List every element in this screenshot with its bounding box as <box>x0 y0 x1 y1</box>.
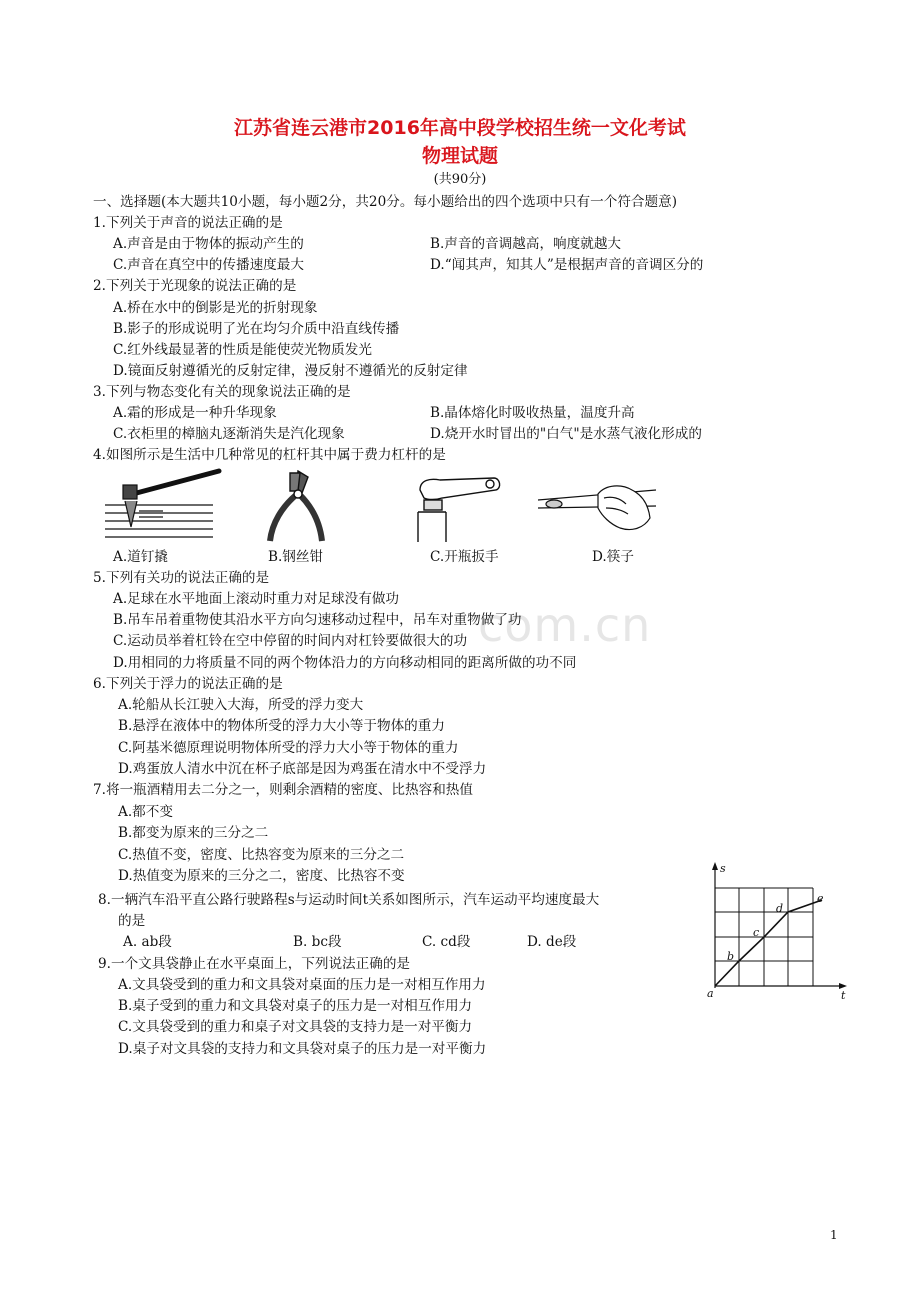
q7-stem: 7.将一瓶酒精用去二分之一，则剩余酒精的密度、比热容和热值 <box>93 782 473 798</box>
page-number: 1 <box>830 1228 838 1242</box>
q2-option-d: D.镜面反射遵循光的反射定律，漫反射不遵循光的反射定律 <box>113 363 468 379</box>
exam-title: 江苏省连云港市2016年高中段学校招生统一文化考试 <box>234 117 686 139</box>
q1-option-b: B.声音的音调越高，响度就越大 <box>430 236 622 252</box>
q9-stem: 9.一个文具袋静止在水平桌面上，下列说法正确的是 <box>98 956 411 972</box>
q8-stem-cont: 的是 <box>118 913 146 929</box>
q2-option-a: A.桥在水中的倒影是光的折射现象 <box>113 300 318 316</box>
q7-option-b: B.都变为原来的三分之二 <box>118 825 269 841</box>
nail-pry-bar-figure <box>103 467 223 543</box>
q8-option-c: C. cd段 <box>422 934 471 950</box>
q6-stem: 6.下列关于浮力的说法正确的是 <box>93 676 283 692</box>
x-axis-label: t <box>841 989 846 1002</box>
y-axis-label: s <box>720 862 726 875</box>
total-score: (共90分) <box>433 172 487 187</box>
q9-option-b: B.桌子受到的重力和文具袋对桌子的压力是一对相互作用力 <box>118 998 473 1014</box>
q4-option-a: A.道钉撬 <box>113 549 168 565</box>
point-d-label: d <box>776 902 784 915</box>
q1-stem: 1.下列关于声音的说法正确的是 <box>93 215 283 231</box>
q4-option-c: C.开瓶扳手 <box>430 549 499 565</box>
point-b-label: b <box>727 950 735 963</box>
q5-option-d: D.用相同的力将质量不同的两个物体沿力的方向移动相同的距离所做的功不同 <box>113 655 577 671</box>
q1-option-a: A.声音是由于物体的振动产生的 <box>113 236 304 252</box>
q5-option-b: B.吊车吊着重物使其沿水平方向匀速移动过程中，吊车对重物做了功 <box>113 612 522 628</box>
q1-option-c: C.声音在真空中的传播速度最大 <box>113 257 304 273</box>
q4-stem: 4.如图所示是生活中几种常见的杠杆其中属于费力杠杆的是 <box>93 447 446 463</box>
q3-option-b: B.晶体熔化时吸收热量，温度升高 <box>430 405 635 421</box>
q8-stem: 8.一辆汽车沿平直公路行驶路程s与运动时间t关系如图所示，汽车运动平均速度最大 <box>98 892 600 908</box>
q6-option-c: C.阿基米德原理说明物体所受的浮力大小等于物体的重力 <box>118 740 459 756</box>
q5-stem: 5.下列有关功的说法正确的是 <box>93 570 270 586</box>
s-t-graph <box>700 856 860 1006</box>
q7-option-d: D.热值变为原来的三分之二，密度、比热容不变 <box>118 868 405 884</box>
q7-option-a: A.都不变 <box>118 804 173 820</box>
q5-option-c: C.运动员举着杠铃在空中停留的时间内对杠铃要做很大的功 <box>113 633 468 649</box>
pliers-figure <box>262 467 332 545</box>
point-a-label: a <box>707 987 714 1000</box>
q3-stem: 3.下列与物态变化有关的现象说法正确的是 <box>93 384 351 400</box>
bottle-opener-figure <box>410 472 502 544</box>
q9-option-d: D.桌子对文具袋的支持力和文具袋对桌子的压力是一对平衡力 <box>118 1041 487 1057</box>
section-heading: 一、选择题(本大题共10小题，每小题2分，共20分。每小题给出的四个选项中只有一个符合题意) <box>93 194 678 210</box>
q9-option-c: C.文具袋受到的重力和桌子对文具袋的支持力是一对平衡力 <box>118 1019 473 1035</box>
q6-option-a: A.轮船从长江驶入大海，所受的浮力变大 <box>118 697 364 713</box>
q2-stem: 2.下列关于光现象的说法正确的是 <box>93 278 297 294</box>
q7-option-c: C.热值不变，密度、比热容变为原来的三分之二 <box>118 847 405 863</box>
q3-option-c: C.衣柜里的樟脑丸逐渐消失是汽化现象 <box>113 426 345 442</box>
chopsticks-figure <box>536 478 660 538</box>
q6-option-b: B.悬浮在液体中的物体所受的浮力大小等于物体的重力 <box>118 718 445 734</box>
q2-option-c: C.红外线最显著的性质是能使荧光物质发光 <box>113 342 372 358</box>
q4-option-b: B.钢丝钳 <box>268 549 324 565</box>
q1-option-d: D.“闻其声，知其人”是根据声音的音调区分的 <box>430 257 704 273</box>
q3-option-d: D.烧开水时冒出的"白气"是水蒸气液化形成的 <box>430 426 702 442</box>
q8-option-b: B. bc段 <box>293 934 342 950</box>
q2-option-b: B.影子的形成说明了光在均匀介质中沿直线传播 <box>113 321 400 337</box>
q5-option-a: A.足球在水平地面上滚动时重力对足球没有做功 <box>113 591 400 607</box>
watermark: com.cn <box>478 598 652 652</box>
q9-option-a: A.文具袋受到的重力和文具袋对桌面的压力是一对相互作用力 <box>118 977 486 993</box>
q8-option-a: A. ab段 <box>123 934 172 950</box>
point-e-label: e <box>817 892 824 905</box>
exam-subtitle: 物理试题 <box>421 145 498 167</box>
q4-option-d: D.筷子 <box>592 549 634 565</box>
q3-option-a: A.霜的形成是一种升华现象 <box>113 405 277 421</box>
q6-option-d: D.鸡蛋放人清水中沉在杯子底部是因为鸡蛋在清水中不受浮力 <box>118 761 487 777</box>
q8-option-d: D. de段 <box>527 934 577 950</box>
point-c-label: c <box>753 926 760 939</box>
